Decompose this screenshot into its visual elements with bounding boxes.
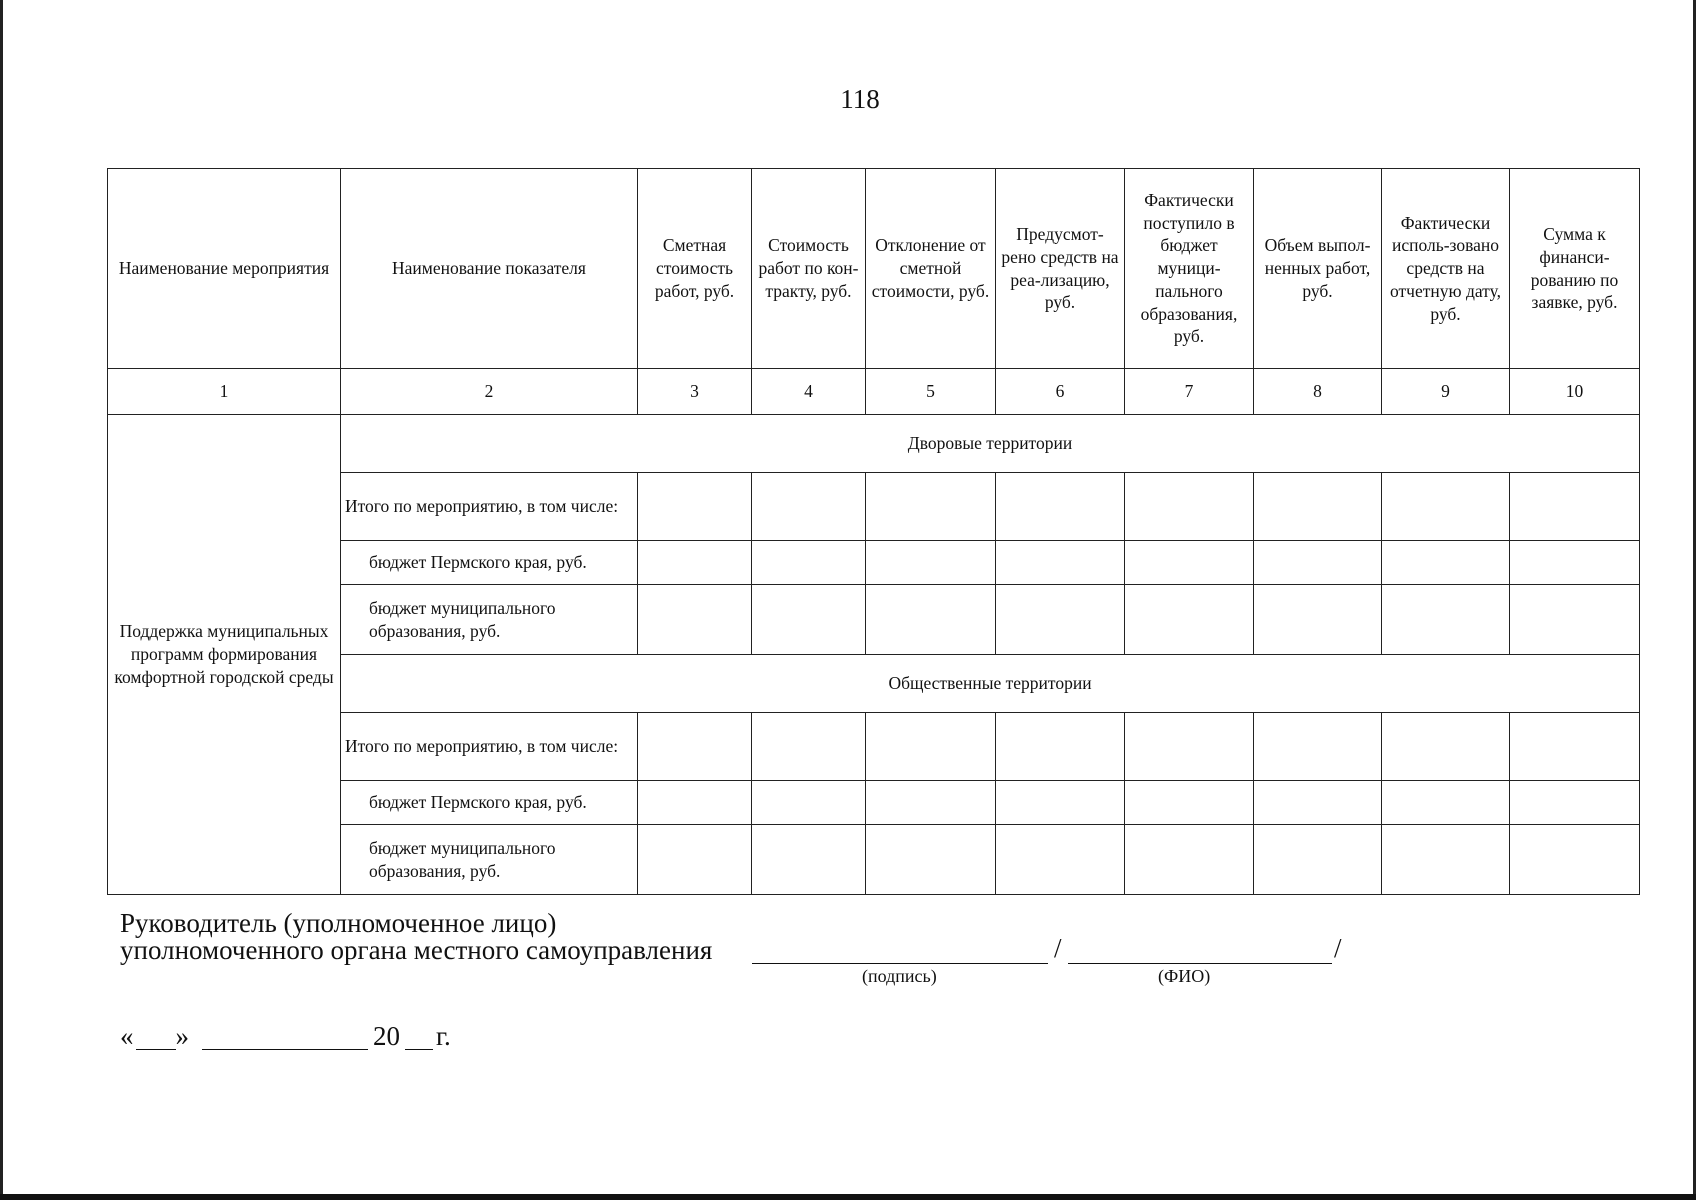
page-border-left <box>0 0 3 1200</box>
value-cell <box>1125 473 1254 541</box>
value-cell <box>1510 473 1640 541</box>
value-cell <box>1125 825 1254 895</box>
column-number: 5 <box>866 369 996 415</box>
value-cell <box>638 585 752 655</box>
value-cell <box>752 541 866 585</box>
page-border-bottom <box>0 1194 1696 1200</box>
value-cell <box>1510 585 1640 655</box>
activity-name: Поддержка муниципальных программ формирования комфортной городской среды <box>108 415 341 895</box>
column-number: 1 <box>108 369 341 415</box>
date-close-quote: » <box>175 1021 189 1051</box>
name-caption: (ФИО) <box>1158 966 1211 986</box>
column-number: 6 <box>996 369 1125 415</box>
value-cell <box>1254 825 1382 895</box>
value-cell <box>1382 473 1510 541</box>
value-cell <box>1254 541 1382 585</box>
value-cell <box>996 781 1125 825</box>
column-number: 4 <box>752 369 866 415</box>
indicator-name: бюджет Пермского края, руб. <box>341 541 638 585</box>
header-cell-received-funds: Фактически поступило в бюджет муници-пального образования, руб. <box>1125 169 1254 369</box>
value-cell <box>752 473 866 541</box>
value-cell <box>866 473 996 541</box>
value-cell <box>1382 541 1510 585</box>
value-cell <box>1382 713 1510 781</box>
value-cell <box>996 585 1125 655</box>
header-cell-planned-funds: Предусмот-рено средств на реа-лизацию, руб. <box>996 169 1125 369</box>
signature-caption: (подпись) <box>862 966 937 986</box>
indicator-name: Итого по мероприятию, в том числе: <box>341 713 638 781</box>
column-number: 3 <box>638 369 752 415</box>
value-cell <box>638 713 752 781</box>
section-title: Общественные территории <box>341 655 1640 713</box>
signature-slash: / <box>1054 933 1062 963</box>
header-cell-amount-requested: Сумма к финанси-рованию по заявке, руб. <box>1510 169 1640 369</box>
value-cell <box>1125 585 1254 655</box>
page-number: 118 <box>840 84 880 114</box>
value-cell <box>996 713 1125 781</box>
column-number: 10 <box>1510 369 1640 415</box>
value-cell <box>638 781 752 825</box>
value-cell <box>1382 825 1510 895</box>
value-cell <box>866 585 996 655</box>
value-cell <box>866 713 996 781</box>
value-cell <box>1510 713 1640 781</box>
column-number: 2 <box>341 369 638 415</box>
value-cell <box>1254 585 1382 655</box>
value-cell <box>1254 781 1382 825</box>
header-cell-deviation: Отклонение от сметной стоимости, руб. <box>866 169 996 369</box>
signature-line-2: уполномоченного органа местного самоуправления <box>120 935 713 965</box>
value-cell <box>638 473 752 541</box>
value-cell <box>1382 585 1510 655</box>
indicator-name: бюджет Пермского края, руб. <box>341 781 638 825</box>
value-cell <box>866 825 996 895</box>
header-cell-work-volume: Объем выпол-ненных работ, руб. <box>1254 169 1382 369</box>
value-cell <box>752 781 866 825</box>
signature-block <box>120 910 712 964</box>
name-field[interactable] <box>1068 963 1332 964</box>
value-cell <box>996 825 1125 895</box>
value-cell <box>1254 713 1382 781</box>
value-cell <box>996 541 1125 585</box>
header-cell-estimated-cost: Сметная стоимость работ, руб. <box>638 169 752 369</box>
section-title: Дворовые территории <box>341 415 1640 473</box>
value-cell <box>1510 825 1640 895</box>
value-cell <box>638 825 752 895</box>
indicator-name: бюджет муниципального образования, руб. <box>341 825 638 895</box>
signature-line-1: Руководитель (уполномоченное лицо) <box>120 908 557 938</box>
value-cell <box>638 541 752 585</box>
column-number: 7 <box>1125 369 1254 415</box>
date-month-field[interactable] <box>202 1049 368 1050</box>
column-number-row <box>108 369 1640 415</box>
value-cell <box>1510 541 1640 585</box>
value-cell <box>1125 713 1254 781</box>
name-slash: / <box>1334 933 1342 963</box>
value-cell <box>752 825 866 895</box>
date-year-field[interactable] <box>405 1049 433 1050</box>
header-cell-contract-cost: Стоимость работ по кон-тракту, руб. <box>752 169 866 369</box>
value-cell <box>1125 781 1254 825</box>
date-year-prefix: 20 <box>373 1021 400 1051</box>
signature-field[interactable] <box>752 963 1048 964</box>
value-cell <box>1382 781 1510 825</box>
indicator-name: Итого по мероприятию, в том числе: <box>341 473 638 541</box>
indicator-name: бюджет муниципального образования, руб. <box>341 585 638 655</box>
column-number: 9 <box>1382 369 1510 415</box>
value-cell <box>996 473 1125 541</box>
value-cell <box>752 585 866 655</box>
date-block <box>120 1021 451 1052</box>
header-cell-used-funds: Фактически исполь-зовано средств на отчетную дату, руб. <box>1382 169 1510 369</box>
date-open-quote: « <box>120 1021 134 1051</box>
header-cell-activity: Наименование мероприятия <box>108 169 341 369</box>
header-row <box>108 169 1640 369</box>
section-row-yard <box>108 415 1640 473</box>
value-cell <box>866 781 996 825</box>
report-table <box>107 168 1640 895</box>
date-year-suffix: г. <box>436 1021 451 1051</box>
value-cell <box>1254 473 1382 541</box>
column-number: 8 <box>1254 369 1382 415</box>
date-day-field[interactable] <box>136 1049 176 1050</box>
value-cell <box>866 541 996 585</box>
header-cell-indicator: Наименование показателя <box>341 169 638 369</box>
value-cell <box>752 713 866 781</box>
value-cell <box>1125 541 1254 585</box>
value-cell <box>1510 781 1640 825</box>
